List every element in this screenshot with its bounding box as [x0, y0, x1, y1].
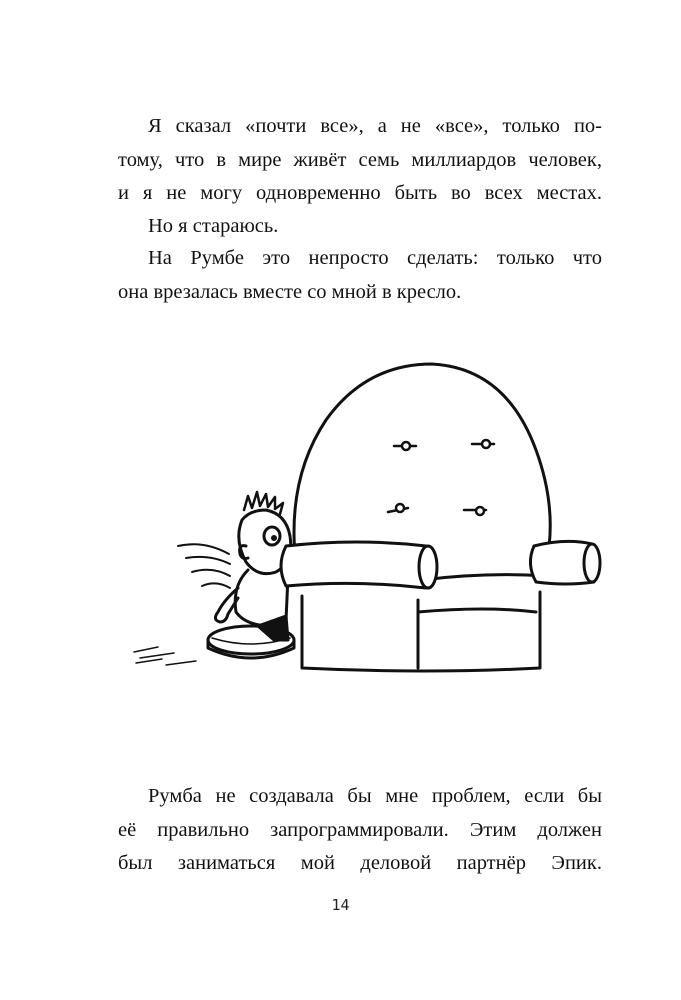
paragraph-1	[118, 110, 602, 211]
text-line: На Румбе это непросто сделать: только что	[148, 247, 602, 269]
armchair-boy-illustration	[126, 350, 606, 690]
boy-character	[178, 492, 291, 640]
text-line: был заниматься мой деловой партнёр Эпик.	[118, 852, 602, 874]
paragraph-2	[118, 210, 602, 244]
text-line: Но я стараюсь.	[148, 215, 279, 237]
text-line: её правильно запрограммировали. Этим должен	[118, 818, 602, 841]
text-line: она врезалась вместе со мной в кресло.	[118, 280, 462, 303]
text-line: тому, что в мире живёт семь миллиардов человек,	[118, 148, 602, 171]
armchair	[281, 364, 600, 671]
floor-streaks	[134, 647, 196, 665]
page-number: 14	[331, 896, 350, 914]
text-line: Я сказал «почти все», а не «все», только по-	[148, 115, 602, 137]
text-line: и я не могу одновременно быть во всех местах.	[118, 182, 602, 204]
text-line: Румба не создавала бы мне проблем, если бы	[148, 785, 602, 807]
paragraph-4	[118, 780, 602, 881]
paragraph-3	[118, 242, 602, 309]
